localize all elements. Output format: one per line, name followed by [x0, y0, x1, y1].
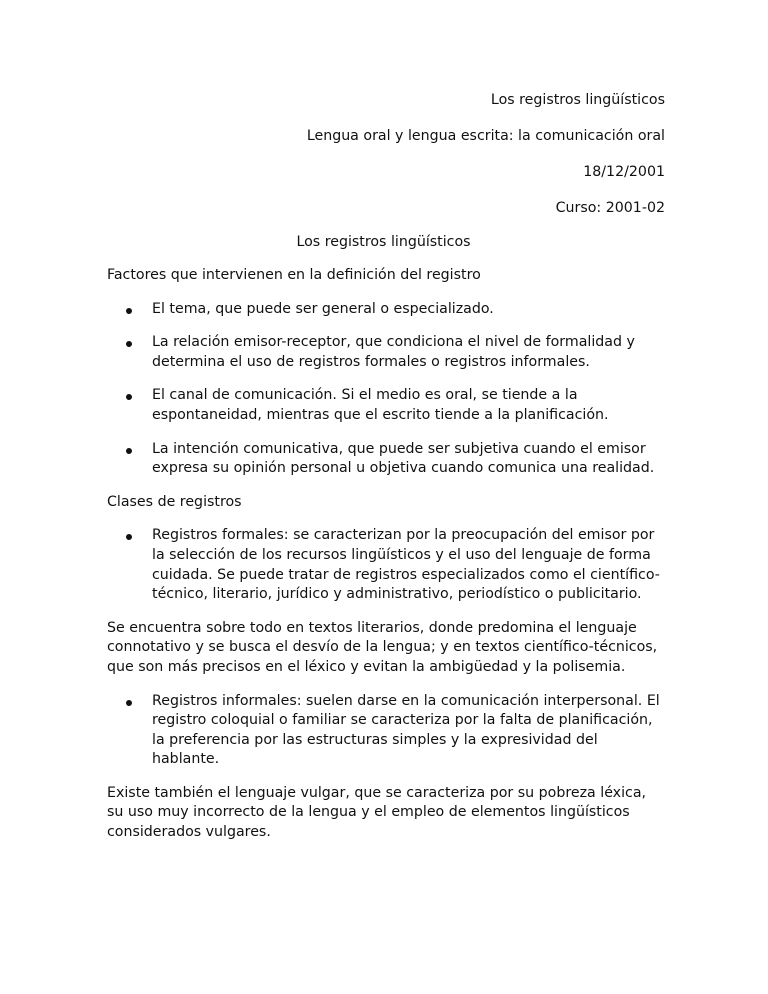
bullet-icon	[126, 448, 132, 454]
header-title: Los registros lingüísticos	[490, 92, 665, 108]
list-item	[107, 300, 665, 320]
bullet-icon	[126, 700, 132, 706]
factors-list	[107, 300, 665, 479]
bullet-icon	[126, 534, 132, 540]
list-item	[107, 692, 665, 770]
list-item-text: La intención comunicativa, que puede ser subjetiva cuando el emisor expresa su opinión personal u objetiva cuando comunica una realidad.	[152, 440, 655, 477]
list-item	[107, 386, 665, 425]
header-course: Curso: 2001-02	[555, 200, 665, 216]
informal-list	[107, 692, 665, 770]
bullet-icon	[126, 394, 132, 400]
document-title: Los registros lingüísticos	[296, 234, 471, 250]
list-item	[107, 440, 665, 479]
bullet-icon	[126, 308, 132, 314]
list-item-text: El canal de comunicación. Si el medio es oral, se tiende a la espontaneidad, mientras que el escrito tiende a la planificación.	[152, 387, 609, 423]
list-item-text: La relación emisor-receptor, que condiciona el nivel de formalidad y determina el uso de registros formales o registros informales.	[152, 334, 635, 370]
header-subtitle: Lengua oral y lengua escrita: la comunicación oral	[306, 128, 665, 144]
list-item-text: El tema, que puede ser general o especializado.	[152, 300, 494, 317]
list-item-text: Registros formales: se caracterizan por la preocupación del emisor por la selección de los recursos lingüísticos y el uso del lenguaje de forma cuidada. Se puede tratar de registros especializados como el científico-técnico, literario, jurídico y administrativo, periodístico o publicitario.	[152, 527, 660, 603]
list-item	[107, 333, 665, 372]
formal-list	[107, 526, 665, 604]
bullet-icon	[126, 341, 132, 347]
vulgar-paragraph: Existe también el lenguaje vulgar, que se caracteriza por su pobreza léxica, su uso muy incorrecto de la lengua y el empleo de elementos lingüísticos considerados vulgares.	[107, 784, 647, 841]
document-body	[107, 266, 665, 857]
formal-paragraph: Se encuentra sobre todo en textos literarios, donde predomina el lenguaje connotativo y se busca el desvío de la lengua; y en textos científico-técnicos, que son más precisos en el léxico y evitan la ambigüedad y la polisemia.	[107, 619, 658, 675]
list-item-text: Registros informales: suelen darse en la comunicación interpersonal. El registro coloquial o familiar se caracteriza por la falta de planificación, la preferencia por las estructuras simples y la expresividad del hablante.	[152, 692, 660, 768]
section-heading-classes: Clases de registros	[107, 493, 242, 510]
header-date: 18/12/2001	[583, 164, 665, 180]
list-item	[107, 526, 665, 604]
section-heading-factors: Factores que intervienen en la definición del registro	[107, 267, 481, 283]
